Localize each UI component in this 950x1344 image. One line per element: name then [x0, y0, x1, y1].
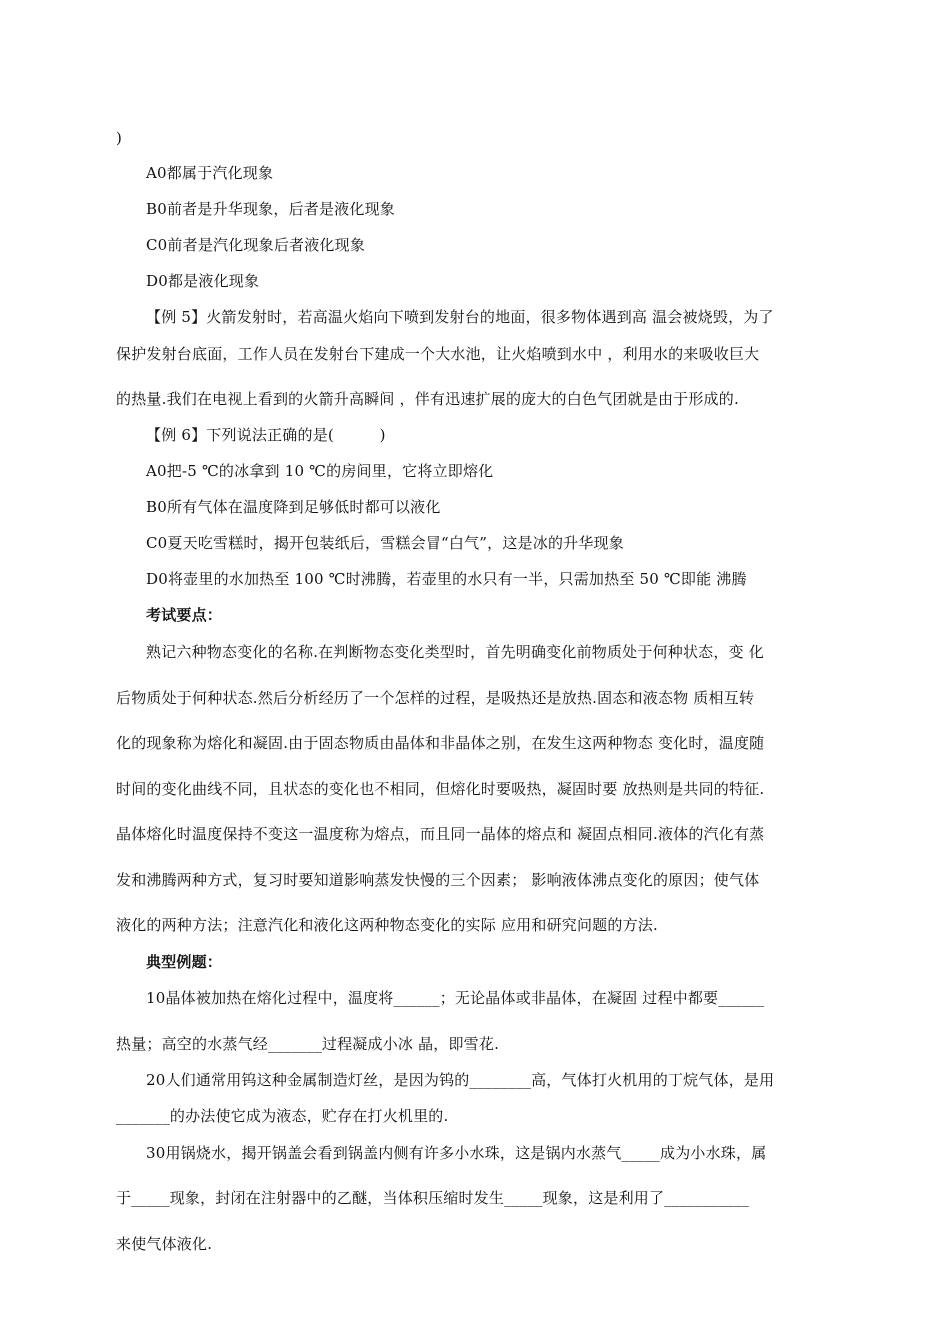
example-5-line-3: 的热量.我们在电视上看到的火箭升高瞬间 ，伴有迅速扩展的庞大的白色气团就是由于形成的. — [116, 390, 739, 408]
exam-points-line-3: 化的现象称为熔化和凝固.由于固态物质由晶体和非晶体之别，在发生这两种物态 变化时，温度随 — [116, 734, 765, 752]
example-5-line-2: 保护发射台底面，工作人员在发射台下建成一个大水池，让火焰喷到水中 ，利用水的来吸收巨大 — [116, 345, 760, 363]
question-3-line-3: 来使气体液化. — [116, 1235, 213, 1253]
option-c: C0前者是汽化现象后者液化现象 — [146, 236, 366, 254]
exam-points-line-7: 液化的两种方法；注意汽化和液化这两种物态变化的实际 应用和研究问题的方法. — [116, 916, 658, 934]
example-6-question: 【例 6】下列说法正确的是( ) — [146, 426, 386, 444]
example-6-option-b: B0所有气体在温度降到足够低时都可以液化 — [146, 498, 441, 516]
example-5-line-1: 【例 5】火箭发射时，若高温火焰向下喷到发射台的地面，很多物体遇到高 温会被烧毁，为了 — [146, 308, 774, 326]
option-a: A0都属于汽化现象 — [146, 164, 274, 182]
exam-points-line-2: 后物质处于何种状态.然后分析经历了一个怎样的过程，是吸热还是放热.固态和液态物 质相互转 — [116, 689, 755, 707]
example-6-option-a: A0把-5 ℃的冰拿到 10 ℃的房间里，它将立即熔化 — [146, 462, 494, 480]
exam-points-line-6: 发和沸腾两种方式，复习时要知道影响蒸发快慢的三个因素； 影响液体沸点变化的原因；使气体 — [116, 871, 760, 889]
example-6-option-d: D0将壶里的水加热至 100 ℃时沸腾，若壶里的水只有一半，只需加热至 50 ℃即能 沸腾 — [146, 570, 747, 588]
exam-points-line-1: 熟记六种物态变化的名称.在判断物态变化类型时，首先明确变化前物质处于何种状态，变 化 — [146, 643, 764, 661]
question-1-line-1: 10晶体被加热在熔化过程中，温度将______；无论晶体或非晶体，在凝固 过程中都要______ — [146, 989, 765, 1007]
exam-points-line-5: 晶体熔化时温度保持不变这一温度称为熔点，而且同一晶体的熔点和 凝固点相同.液体的汽化有蒸 — [116, 825, 765, 843]
section-heading-typical-examples: 典型例题： — [146, 953, 223, 971]
exam-points-line-4: 时间的变化曲线不同，且状态的变化也不相同，但熔化时要吸热，凝固时要 放热则是共同的特征. — [116, 780, 765, 798]
question-3-line-1: 30用锅烧水，揭开锅盖会看到锅盖内侧有许多小水珠，这是锅内水蒸气_____成为小水珠，属 — [146, 1144, 767, 1162]
question-1-line-2: 热量；高空的水蒸气经_______过程凝成小冰 晶，即雪花. — [116, 1035, 500, 1053]
question-3-line-2: 于_____现象，封闭在注射器中的乙醚，当体积压缩时发生_____现象，这是利用了___________ — [116, 1189, 749, 1207]
question-2-line-2: _______的办法使它成为液态，贮存在打火机里的. — [116, 1107, 449, 1125]
option-b: B0前者是升华现象，后者是液化现象 — [146, 200, 395, 218]
text-line: ) — [116, 129, 123, 147]
example-6-option-c: C0夏天吃雪糕时，揭开包装纸后，雪糕会冒“白气”，这是冰的升华现象 — [146, 534, 624, 552]
option-d: D0都是液化现象 — [146, 272, 260, 290]
question-2-line-1: 20人们通常用钨这种金属制造灯丝，是因为钨的________高，气体打火机用的丁烷气体，是用 — [146, 1071, 775, 1089]
section-heading-exam-points: 考试要点： — [146, 606, 223, 624]
